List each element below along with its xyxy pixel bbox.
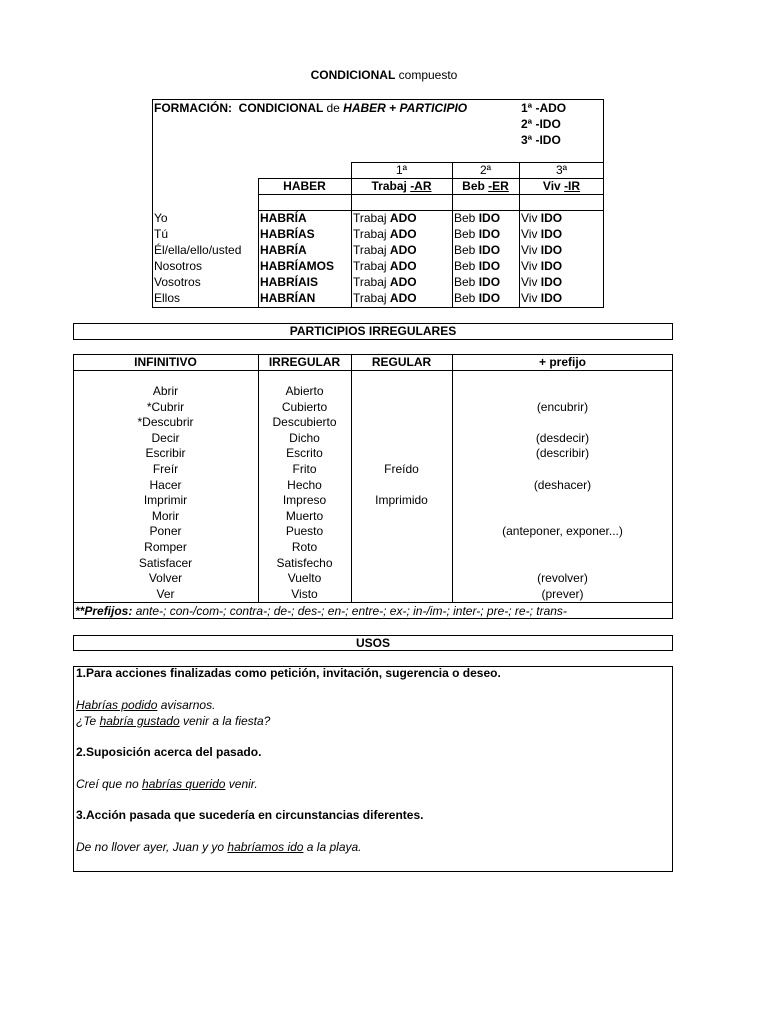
header-infinitivo: INFINITIVO [134,355,197,369]
formation-heading: FORMACIÓN: CONDICIONAL de HABER + PARTICIPIO [154,101,468,115]
haber-form-cell: HABRÍA [260,243,307,257]
header-stem-er: Beb -ER [462,179,509,193]
uso-2-title: 2.Suposición acerca del pasado. [76,745,262,759]
infinitivo-cell: Morir [151,508,180,523]
irregular-cell: Satisfecho [276,555,333,570]
divider [351,354,352,602]
infinitivo-cell: Imprimir [143,493,188,508]
participle-er-cell: Beb IDO [454,275,501,289]
haber-form-cell: HABRÍAIS [260,275,319,289]
usos-title: USOS [73,635,673,651]
infinitivo-cell: Hacer [149,477,182,492]
infinitivo-cell: *Cubrir [146,399,185,414]
pronoun-cell: Él/ella/ello/usted [154,243,242,257]
pronoun-cell: Tú [154,227,169,241]
haber-form-cell: HABRÍAN [260,291,316,305]
prefijo-cell: (describir) [535,446,590,461]
participle-ir-cell: Viv IDO [521,243,563,257]
uso-1-example-2: ¿Te habría gustado venir a la fiesta? [76,714,271,728]
uso-1-title: 1.Para acciones finalizadas como petición, invitación, sugerencia o deseo. [76,666,501,680]
irregular-cell: Abierto [285,384,324,398]
infinitivo-cell: Volver [148,571,183,586]
irregular-cell: Descubierto [272,415,337,430]
participle-ir-cell: Viv IDO [521,275,563,289]
regular-cell: Freído [384,462,419,476]
divider [258,194,604,195]
prefijo-cell: (anteponer, exponer...) [502,524,623,539]
ending-1: 1ª -ADO [521,101,567,115]
participle-ir-cell: Viv IDO [521,227,563,241]
participle-er-cell: Beb IDO [454,211,501,225]
participle-er-cell: Beb IDO [454,291,501,305]
irregular-cell: Roto [291,540,318,554]
uso-2-example: Creí que no habrías querido venir. [76,777,258,791]
divider [258,178,259,308]
conj-num-3: 3ª [555,163,568,177]
infinitivo-cell: Decir [151,430,180,445]
ending-2: 2ª -IDO [521,117,561,131]
participle-er-cell: Beb IDO [454,243,501,257]
prefijos-note: **Prefijos: ante-; con-/com-; contra-; de-; des-; en-; entre-; ex-; in-/im-; inter-; pre-; re-; trans- [75,604,567,618]
haber-form-cell: HABRÍAMOS [260,259,334,273]
irregular-cell: Escrito [286,446,323,461]
conj-num-1: 1ª [395,163,408,177]
infinitivo-cell: Poner [149,524,182,539]
participle-ar-cell: Trabaj ADO [353,259,417,273]
uso-3-title: 3.Acción pasada que sucedería en circunstancias diferentes. [76,808,424,822]
participle-ar-cell: Trabaj ADO [353,291,417,305]
header-stem-ar: Trabaj -AR [371,179,432,193]
irregular-cell: Frito [292,462,317,476]
infinitivo-cell: *Descubrir [137,415,194,430]
irregular-cell: Dicho [289,430,320,445]
uso-3-example: De no llover ayer, Juan y yo habríamos ido a la playa. [76,840,362,854]
header-regular: REGULAR [371,355,432,369]
participle-ir-cell: Viv IDO [521,291,563,305]
participle-ar-cell: Trabaj ADO [353,243,417,257]
pronoun-cell: Nosotros [154,259,203,273]
participle-er-cell: Beb IDO [454,259,501,273]
participios-title: PARTICIPIOS IRREGULARES [73,323,673,340]
header-stem-ir: Viv -IR [542,179,581,193]
header-prefijo: + prefijo [538,355,586,369]
regular-cell: Imprimido [375,493,428,508]
prefijo-cell: (revolver) [537,571,588,586]
participle-ar-cell: Trabaj ADO [353,211,417,225]
infinitivo-cell: Abrir [152,384,179,398]
prefijo-cell: (encubrir) [536,399,589,414]
participle-ar-cell: Trabaj ADO [353,275,417,289]
irregular-cell: Vuelto [287,571,322,586]
infinitivo-cell: Satisfacer [138,555,193,570]
irregular-cell: Impreso [282,493,327,508]
irregular-cell: Cubierto [281,399,328,414]
pronoun-cell: Ellos [154,291,181,305]
uso-1-example-1: Habrías podido avisarnos. [76,698,216,712]
header-irregular: IRREGULAR [268,355,341,369]
irregular-cell: Hecho [287,477,322,492]
header-haber: HABER [283,179,326,193]
haber-form-cell: HABRÍA [260,211,307,225]
pronoun-cell: Vosotros [154,275,201,289]
participle-er-cell: Beb IDO [454,227,501,241]
irregular-cell: Muerto [285,508,324,523]
conj-num-2: 2ª [479,163,492,177]
participle-ir-cell: Viv IDO [521,211,563,225]
infinitivo-cell: Escribir [145,446,186,461]
irregular-cell: Visto [291,586,318,601]
ending-3: 3ª -IDO [521,133,561,147]
participle-ar-cell: Trabaj ADO [353,227,417,241]
infinitivo-cell: Ver [156,586,175,601]
participle-ir-cell: Viv IDO [521,259,563,273]
prefijo-cell: (prever) [541,586,584,601]
page-title: CONDICIONAL compuesto [310,68,458,82]
irregular-cell: Puesto [285,524,324,539]
divider [73,370,673,371]
haber-form-cell: HABRÍAS [260,227,315,241]
infinitivo-cell: Freír [152,462,179,476]
pronoun-cell: Yo [154,211,168,225]
prefijo-cell: (desdecir) [535,430,590,445]
prefijo-cell: (deshacer) [533,477,592,492]
infinitivo-cell: Romper [144,540,187,554]
